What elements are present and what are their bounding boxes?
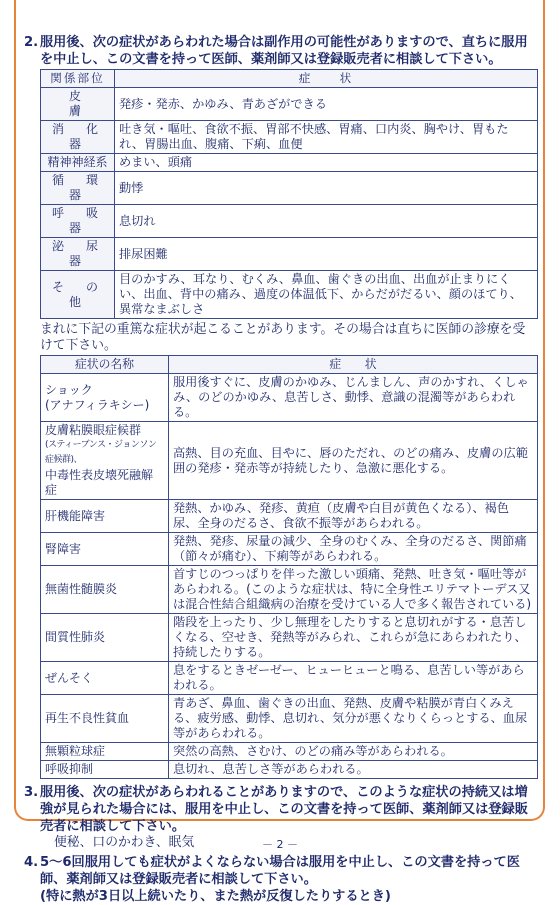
rare-warning-text: まれに下記の重篤な症状が起こることがあります。その場合は直ちに医師の診療を受けて下さい。 (40, 322, 526, 353)
header-symptoms: 症 状 (169, 356, 538, 374)
table-row (41, 500, 538, 533)
row-symptoms: 発疹・発赤、かゆみ、青あざができる (115, 88, 538, 121)
item-2-number: 2. (24, 35, 39, 50)
table-row (41, 533, 538, 566)
row-name-line1: 皮膚粘膜眼症候群 (45, 423, 142, 437)
row-symptoms: めまい、頭痛 (115, 154, 538, 172)
item-4-heading (24, 854, 538, 888)
row-name: 間質性肺炎 (41, 614, 169, 662)
table-row (41, 662, 538, 695)
row-name: ぜんそく (41, 662, 169, 695)
row-symptoms: 服用後すぐに、皮膚のかゆみ、じんましん、声のかすれ、くしゃみ、のどのかゆみ、息苦しさ、動悸、意識の混濁等があらわれる。 (169, 374, 538, 422)
row-symptoms: 目のかすみ、耳なり、むくみ、鼻血、歯ぐきの出血、出血が止まりにくい、出血、背中の痛み、過度の体温低下、からだがだるい、顔のほてり、異常なまぶしさ (115, 271, 538, 319)
rare-warning-note (24, 322, 538, 354)
row-part: 呼 吸 器 (41, 205, 115, 238)
row-name: 呼吸抑制 (41, 761, 169, 779)
row-symptoms: 突然の高熱、さむけ、のどの痛み等があらわれる。 (169, 743, 538, 761)
row-symptoms: 青あざ、鼻血、歯ぐきの出血、発熱、皮膚や粘膜が青白くみえる、疲労感、動悸、息切れ、気分が悪くなりくらっとする、血尿等があらわれる。 (169, 695, 538, 743)
row-part: 循 環 器 (41, 172, 115, 205)
row-name: 無菌性髄膜炎 (41, 566, 169, 614)
row-name-line3: 中毒性表皮壊死融解症 (45, 468, 154, 497)
header-symptoms: 症 状 (115, 70, 538, 88)
table-header (41, 70, 538, 88)
row-name: 腎障害 (41, 533, 169, 566)
table-row (41, 154, 538, 172)
serious-symptoms-table (40, 355, 538, 779)
row-symptoms: 発熱、発疹、尿量の減少、全身のむくみ、全身のだるさ、関節痛（節々が痛む）、下痢等があらわれる。 (169, 533, 538, 566)
row-part: 消 化 器 (41, 121, 115, 154)
table-row (41, 271, 538, 319)
header-name: 症状の名称 (41, 356, 169, 374)
row-symptoms: 吐き気・嘔吐、食欲不振、胃部不快感、胃痛、口内炎、胸やけ、胃もたれ、胃腸出血、腹痛、下痢、血便 (115, 121, 538, 154)
item-3-symptoms-text: 便秘、口のかわき、眠気 (54, 835, 195, 850)
item-4-number: 4. (24, 855, 39, 870)
row-name: 無顆粒球症 (41, 743, 169, 761)
row-symptoms: 息切れ、息苦しさ等があらわれる。 (169, 761, 538, 779)
table-row (41, 614, 538, 662)
row-symptoms: 排尿困難 (115, 238, 538, 271)
row-name-line2: (スティーブンス・ジョンソン症候群)、 (45, 440, 157, 465)
row-name: 再生不良性貧血 (41, 695, 169, 743)
item-3-heading (24, 784, 538, 835)
item-4-text: 5～6回服用しても症状がよくならない場合は服用を中止し、この文書を持って医師、薬剤師又は登録販売者に相談して下さい。 (40, 855, 520, 887)
row-part: 泌 尿 器 (41, 238, 115, 271)
table-header (41, 356, 538, 374)
item-2-heading (24, 34, 538, 68)
row-symptoms: 首すじのつっぱりを伴った激しい頭痛、発熱、吐き気・嘔吐等があらわれる。(このような症状は、特に全身性エリテマトーデス又は混合性結合組織病の治療を受けている人で多く報告されている) (169, 566, 538, 614)
row-name: ショック (アナフィラキシー) (41, 374, 169, 422)
item-3-text: 服用後、次の症状があらわれることがありますので、このような症状の持続又は増強が見られた場合には、服用を中止し、この文書を持って医師、薬剤師又は登録販売者に相談して下さい。 (40, 785, 528, 834)
row-symptoms: 息をするときゼーゼー、ヒューヒューと鳴る、息苦しい等があらわれる。 (169, 662, 538, 695)
row-symptoms: 階段を上ったり、少し無理をしたりすると息切れがする・息苦しくなる、空せき、発熱等がみられ、これらが急にあらわれたり、持続したりする。 (169, 614, 538, 662)
table-row (41, 422, 538, 500)
table-row (41, 88, 538, 121)
row-symptoms: 息切れ (115, 205, 538, 238)
header-part: 関係部位 (41, 70, 115, 88)
table-row (41, 121, 538, 154)
row-symptoms: 動悸 (115, 172, 538, 205)
item-4-note-text: (特に熱が3日以上続いたり、また熱が反復したりするとき) (40, 889, 391, 904)
table-row (41, 172, 538, 205)
row-symptoms: 高熱、目の充血、目やに、唇のただれ、のどの痛み、皮膚の広範囲の発疹・発赤等が持続したり、急激に悪化する。 (169, 422, 538, 500)
table-row (41, 374, 538, 422)
table-row (41, 761, 538, 779)
row-name: 肝機能障害 (41, 500, 169, 533)
table-row (41, 566, 538, 614)
row-part: 精神神経系 (41, 154, 115, 172)
item-2-text: 服用後、次の症状があらわれた場合は副作用の可能性がありますので、直ちに服用を中止し、この文書を持って医師、薬剤師又は登録販売者に相談して下さい。 (40, 35, 528, 67)
row-part: 皮 膚 (41, 88, 115, 121)
page-content (24, 34, 538, 905)
side-effects-table (40, 69, 538, 319)
row-symptoms: 発熱、かゆみ、発疹、黄疸（皮膚や白目が黄色くなる）、褐色尿、全身のだるさ、食欲不振等があらわれる。 (169, 500, 538, 533)
table-row (41, 743, 538, 761)
item-4-note (24, 888, 538, 905)
row-part: そ の 他 (41, 271, 115, 319)
table-row (41, 238, 538, 271)
page-number: － 2 － (262, 838, 298, 851)
table-row (41, 695, 538, 743)
item-3-number: 3. (24, 785, 39, 800)
row-name (41, 422, 169, 500)
table-row (41, 205, 538, 238)
